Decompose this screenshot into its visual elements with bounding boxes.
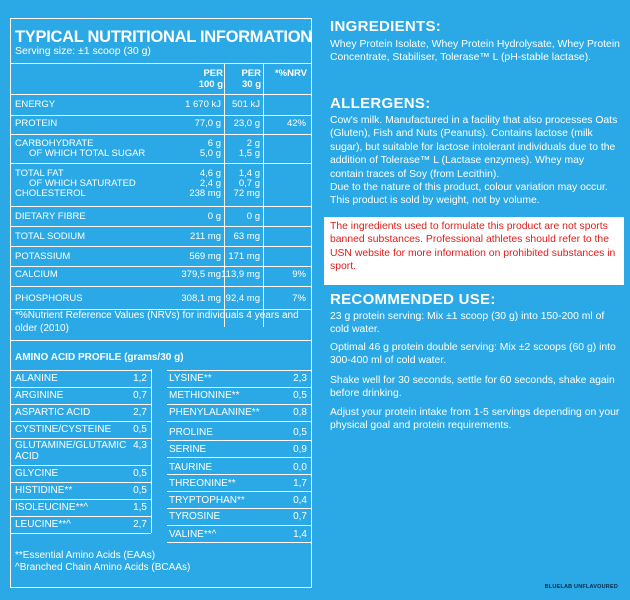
amino-name: METHIONINE** — [169, 390, 240, 401]
row-value-100: 77,0 g — [194, 118, 221, 129]
amino-name: ISOLEUCINE**^ — [15, 502, 89, 513]
allergens-note: Due to the nature of this product, colour variation may occur. This product is sold by weight, not by volume. — [330, 182, 608, 207]
amino-name: THREONINE** — [169, 478, 236, 489]
row-label: DIETARY FIBRE — [15, 211, 86, 222]
amino-value: 0,5 — [133, 424, 147, 435]
amino-title: AMINO ACID PROFILE (grams/30 g) — [15, 352, 184, 363]
amino-name: SERINE — [169, 444, 207, 455]
row-value-30: 63 mg — [233, 231, 260, 242]
row-value-nrv: 7% — [292, 293, 306, 304]
brand-tag: BLUELAB UNFLAVOURED — [544, 584, 618, 590]
ingredients-heading: INGREDIENTS: — [330, 18, 442, 35]
row-label: TOTAL SODIUM — [15, 231, 86, 242]
allergens-heading: ALLERGENS: — [330, 95, 431, 112]
row-label: OF WHICH TOTAL SUGAR — [29, 148, 146, 159]
divider — [11, 63, 311, 64]
banned-substances-warning: The ingredients used to formulate this product are not sports banned substances. Professional athletes should refer to the USN website for more information on prohibited substances in sport. — [324, 217, 624, 285]
recommended-single: 23 g protein serving: Mix ±1 scoop (30 g) into 150-200 ml of cold water. — [330, 311, 605, 336]
col-divider — [263, 63, 264, 327]
recommended-double: Optimal 46 g protein double serving: Mix ±2 scoops (60 g) into 300-400 ml of cold water. — [330, 342, 616, 367]
row-label: PHOSPHORUS — [15, 293, 83, 304]
amino-name: HISTIDINE** — [15, 485, 73, 496]
row-value-100: 379,5 mg — [181, 269, 221, 280]
row-value-100: 0 g — [207, 211, 221, 222]
serving-size: Serving size: ±1 scoop (30 g) — [15, 45, 151, 57]
row-value-30: 2 g — [246, 138, 260, 149]
row-label: CHOLESTEROL — [15, 188, 86, 199]
row-value-nrv: 42% — [286, 118, 306, 129]
row-value-100: 5,0 g — [199, 148, 221, 159]
amino-name: CYSTINE/CYSTEINE — [15, 424, 112, 435]
amino-value: 0,9 — [293, 444, 307, 455]
row-value-100: 211 mg — [190, 231, 221, 242]
row-label: CARBOHYDRATE — [15, 138, 94, 149]
amino-value: 0,5 — [133, 485, 147, 496]
amino-value: 0,8 — [293, 407, 307, 418]
row-label: CALCIUM — [15, 269, 58, 280]
row-value-30: 1,4 g — [238, 168, 260, 179]
row-value-30: 0 g — [246, 211, 260, 222]
amino-value: 2,7 — [133, 407, 147, 418]
row-value-100: 569 mg — [189, 251, 221, 262]
recommended-shake: Shake well for 30 seconds, settle for 60 seconds, shake again before drinking. — [330, 375, 615, 400]
row-value-100: 6 g — [207, 138, 221, 149]
col-header-per100: PER 100 g — [198, 68, 223, 90]
amino-name: PHENYLALANINE** — [169, 407, 260, 418]
col-divider — [151, 369, 152, 533]
amino-value: 1,4 — [293, 529, 307, 540]
amino-value: 0,5 — [133, 468, 147, 479]
col-header-nrv: *%NRV — [274, 68, 307, 79]
nrv-footnote: *%Nutrient Reference Values (NRVs) for individuals 4 years and older (2010) — [15, 310, 299, 334]
amino-name: GLUTAMINE/GLUTAMIC — [15, 440, 127, 451]
amino-value: 0,7 — [293, 511, 307, 522]
amino-value: 0,7 — [133, 390, 147, 401]
amino-name: GLYCINE — [15, 468, 59, 479]
row-value-nrv: 9% — [292, 269, 306, 280]
row-value-30: 23,0 g — [233, 118, 260, 129]
amino-name: TAURINE — [169, 462, 213, 473]
row-label: TOTAL FAT — [15, 168, 64, 179]
amino-name: ASPARTIC ACID — [15, 407, 91, 418]
row-value-30: 0,7 g — [238, 178, 260, 189]
row-value-100: 2,4 g — [199, 178, 221, 189]
row-value-30: 72 mg — [233, 188, 260, 199]
row-value-30: 501 kJ — [232, 99, 260, 110]
amino-name: LYSINE** — [169, 373, 212, 384]
amino-name: TRYPTOPHAN** — [169, 495, 245, 506]
recommended-heading: RECOMMENDED USE: — [330, 291, 496, 308]
amino-value: 2,3 — [293, 373, 307, 384]
amino-name: TYROSINE — [169, 511, 221, 522]
bcaa-footnote: ^Branched Chain Amino Acids (BCAAs) — [15, 562, 191, 573]
row-value-30: 92,4 mg — [225, 293, 260, 304]
ingredients-text: Whey Protein Isolate, Whey Protein Hydrolysate, Whey Protein Concentrate, Stabiliser, Tolerase™ L (pH-stable lactase). — [330, 39, 620, 64]
row-value-30: 171 mg — [228, 251, 260, 262]
eaa-footnote: **Essential Amino Acids (EAAs) — [15, 550, 156, 561]
amino-value: 0,0 — [293, 462, 307, 473]
row-label: OF WHICH SATURATED — [29, 178, 136, 189]
amino-name: VALINE**^ — [169, 529, 217, 540]
amino-value: 1,5 — [133, 502, 147, 513]
row-value-100: 4,6 g — [199, 168, 221, 179]
row-value-100: 308,1 mg — [181, 293, 221, 304]
nutrition-title: TYPICAL NUTRITIONAL INFORMATION — [15, 28, 312, 46]
amino-value: 1,2 — [133, 373, 147, 384]
amino-value: 1,7 — [293, 478, 307, 489]
amino-value: 2,7 — [133, 519, 147, 530]
row-value-30: 113,9 mg — [221, 269, 260, 280]
amino-value: 4,3 — [133, 440, 147, 451]
row-value-100: 238 mg — [189, 188, 221, 199]
amino-name: LEUCINE**^ — [15, 519, 71, 530]
row-value-100: 1 670 kJ — [185, 99, 221, 110]
allergens-text: Cow's milk. Manufactured in a facility that also processes Oats (Gluten), Fish and Nuts (Peanuts). Contains lactose (milk sugar), but suitable for lactose intolerant individuals due to the addition of Tolerase™ L (Lactase enzymes). Whey may contain traces of Soy (from Lecithin). — [330, 115, 618, 180]
row-label: PROTEIN — [15, 118, 58, 129]
recommended-intake: Adjust your protein intake from 1-5 servings depending on your physical goal and protein requirements. — [330, 407, 620, 432]
row-label: ENERGY — [15, 99, 56, 110]
amino-value: 0,4 — [293, 495, 307, 506]
amino-name: PROLINE — [169, 427, 213, 438]
amino-value: 0,5 — [293, 427, 307, 438]
amino-value: 0,5 — [293, 390, 307, 401]
row-label: POTASSIUM — [15, 251, 71, 262]
row-value-30: 1,5 g — [238, 148, 260, 159]
col-header-per30: PER 30 g — [241, 68, 261, 90]
amino-name-cont: ACID — [15, 451, 39, 462]
amino-name: ALANINE — [15, 373, 58, 384]
amino-name: ARGININE — [15, 390, 64, 401]
nutrition-panel — [10, 18, 312, 588]
